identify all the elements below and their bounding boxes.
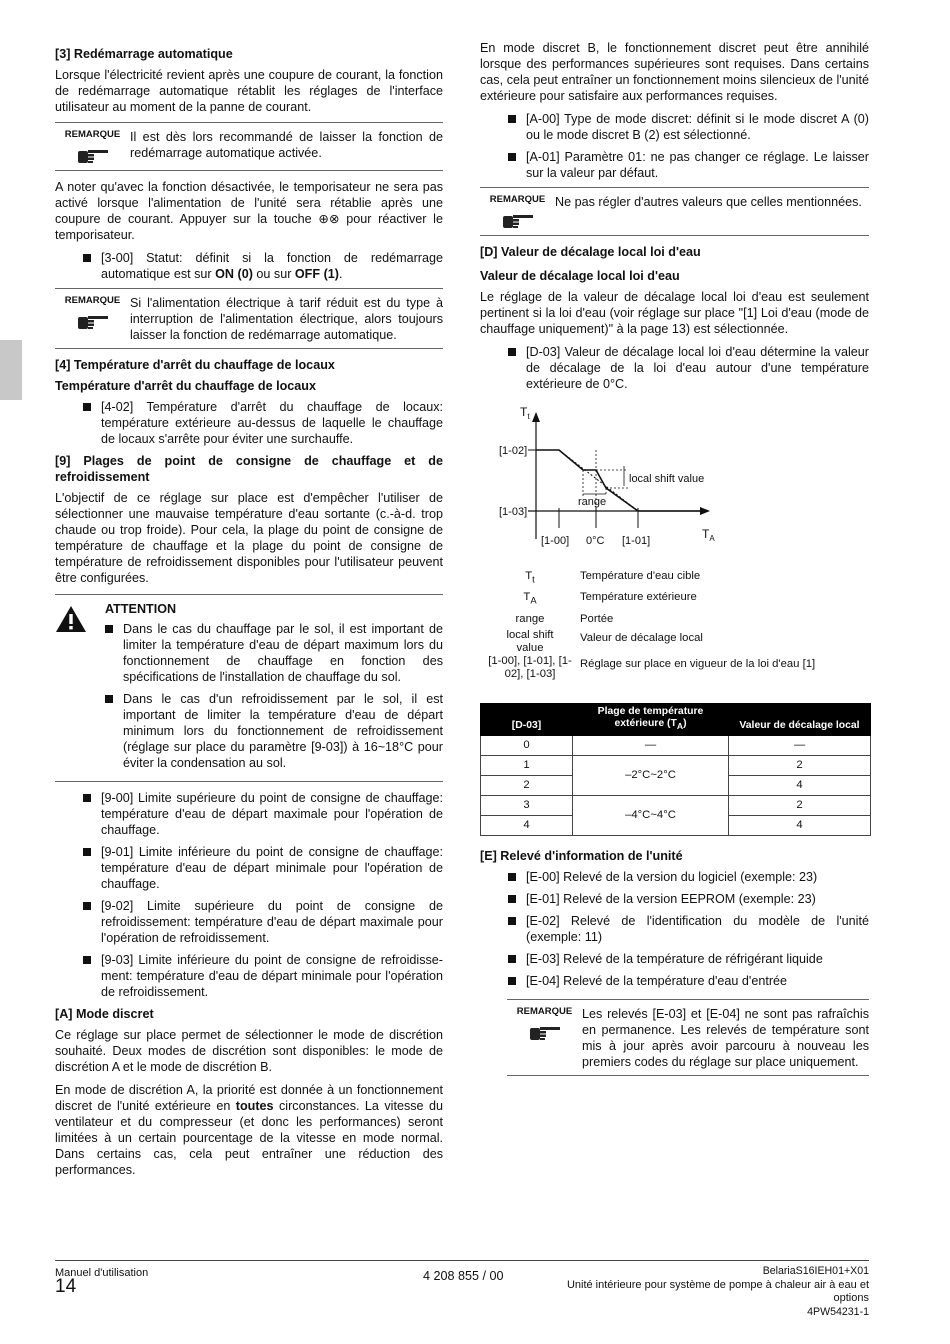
note-1 <box>55 122 443 171</box>
tick-label-0c: 0°C <box>586 535 605 547</box>
tick-label-1-01: [1-01] <box>622 535 651 547</box>
diagram-legend <box>480 567 815 681</box>
col-header-d03: [D-03] <box>481 703 573 735</box>
water-law-shift-diagram <box>480 398 869 563</box>
tick-label-1-02: [1-02] <box>499 445 528 457</box>
x-axis-label: $T_A$ <box>702 527 715 543</box>
footer-product-info: BelariaS16IEH01+X01 Unité intérieure pour système de pompe à chaleur air à eau et options 4PW54231-1 <box>566 1265 869 1318</box>
page-footer <box>55 1260 869 1318</box>
legend-row: $T_t$ Température d'eau cible <box>525 570 701 585</box>
bullet-e-03: [E-03] Relevé de la température de réfrigérant liquide <box>508 951 869 967</box>
note-text: Il est dès lors recommandé de laisser la fonction de redémarrage automatique activée. <box>130 130 443 160</box>
section-a-text-1: Ce réglage sur place permet de sélectionner le mode de discrétion souhaité. Deux modes de discrétion sont disponibles: le mode de discrétion A et le mode de discrétion B. <box>55 1028 443 1074</box>
table-header-row <box>481 703 871 735</box>
y-axis-arrow <box>532 412 540 422</box>
footer-doc-code: 4 208 855 / 00 <box>423 1269 504 1283</box>
section-9-text: L'objectif de ce réglage sur place est d'empêcher l'utiliser de sélectionner une mauvaise température d'eau sortante (c.-à-d. trop chaude ou trop froide). Pour cela, la plage du point de consigne de température de chauffage et la plage du point de consigne de température de refroidissement disponibles pour l'utilisateur peuvent être configurées. <box>55 491 443 585</box>
note-3 <box>480 187 869 236</box>
pointing-hand-icon <box>528 1022 562 1042</box>
warning-icon <box>55 605 87 633</box>
paragraph-timer: A noter qu'avec la fonction désactivée, le temporisateur ne sera pas activé lorsque l'alimentation de l'unité sera rétablie après une coupure de courant. Appuyer sur la touche ⊕⊗ pour réactiver le temporisateur. <box>55 180 443 242</box>
bullet-e-01: [E-01] Relevé de la version EEPROM (exemple: 23) <box>508 891 869 907</box>
attention-bullet: Dans le cas du chauffage par le sol, il est important de limiter la température d'eau de départ maximum lors du fonctionnement de chauffage en fonction des spécifications de l'installation de chauffage du sol. <box>105 621 443 685</box>
bullet-d-03: [D-03] Valeur de décalage local loi d'eau détermine la valeur de décalage de la loi d'eau autour d'une température extérieure de 0°C. <box>508 344 869 392</box>
legend-row: local shift value Valeur de décalage local <box>506 628 703 654</box>
range-label: range <box>578 496 607 508</box>
bullet-3-00: [3-00] Statut: définit si la fonction de redémarrage automatique est sur ON (0) ou sur OFF (1). <box>83 250 443 282</box>
table-row: 1 –2°C~2°C 2 <box>481 755 871 775</box>
note-2 <box>55 288 443 349</box>
bullet-a-01: [A-01] Paramètre 01: ne pas changer ce réglage. Le laisser sur la valeur par défaut. <box>508 149 869 181</box>
page-number: 14 <box>55 1276 77 1297</box>
section-3-heading: [3] Redémarrage automatique <box>55 47 233 61</box>
tick-label-1-03: [1-03] <box>499 506 528 518</box>
legend-row: [1-00], [1-01], [1-02], [1-03] Réglage sur place en vigueur de la loi d'eau [1] <box>488 654 816 680</box>
section-d-subheading: Valeur de décalage local loi d'eau <box>480 269 680 283</box>
col-header-shift: Valeur de décalage local <box>729 703 871 735</box>
section-4-subheading: Température d'arrêt du chauffage de locaux <box>55 379 317 393</box>
table-row: 2 4 <box>481 775 871 795</box>
attention-box <box>55 594 443 782</box>
y-axis-label: $T_t$ <box>520 405 530 421</box>
note-label: REMARQUE <box>64 129 121 140</box>
table-row: 3 –4°C~4°C 2 <box>481 795 871 815</box>
bullet-e-00: [E-00] Relevé de la version du logiciel (exemple: 23) <box>508 869 869 885</box>
section-9-heading: [9] Plages de point de consigne de chauffage et de refroidissement <box>55 454 443 484</box>
section-3-text: Lorsque l'électricité revient après une coupure de courant, la fonction de redémarrage automatique rétablit les réglages de l'interface utilisateur au moment de la panne de courant. <box>55 68 443 114</box>
section-4-heading: [4] Température d'arrêt du chauffage de locaux <box>55 358 335 372</box>
section-e-heading: [E] Relevé d'information de l'unité <box>480 848 683 863</box>
bullet-4-02: [4-02] Température d'arrêt du chauffage de locaux: température extérieure au-dessus de laquelle le chauffage de locaux s'arrête pour éviter une surchauffe. <box>83 399 443 447</box>
note-label: REMARQUE <box>489 194 546 205</box>
section-d-heading: [D] Valeur de décalage local loi d'eau <box>480 245 701 259</box>
tick-label-1-00: [1-00] <box>541 535 570 547</box>
bullet-e-04: [E-04] Relevé de la température d'eau d'entrée <box>508 973 869 989</box>
note-label: REMARQUE <box>516 1005 573 1017</box>
pointing-hand-icon <box>76 311 110 331</box>
d-03-table <box>480 703 871 836</box>
legend-row: $T_A$ Température extérieure <box>523 591 697 606</box>
note-4 <box>507 999 869 1076</box>
section-a-heading: [A] Mode discret <box>55 1007 154 1021</box>
table-row: 0 — — <box>481 735 871 755</box>
side-tab-marker <box>0 340 22 400</box>
table-row: 4 4 <box>481 815 871 835</box>
note-text: Les relevés [E-03] et [E-04] ne sont pas rafraîchis en permanence. Les relevés de température sont mis à jour après avoir parcouru à nouveau les premiers codes du réglage sur place uniquement. <box>582 1006 869 1069</box>
attention-bullet: Dans le cas d'un refroidissement par le sol, il est important de limiter la température d'eau de départ minimum lors du fonctionnement de refroidissement (réglage sur place du paramètre [9-03]) à 16~18°C pour éviter la condensation au sol. <box>105 691 443 771</box>
pointing-hand-icon <box>76 145 110 165</box>
legend-row: range Portée <box>515 612 614 625</box>
footer-manual-label: Manuel d'utilisation <box>55 1267 149 1279</box>
note-text: Ne pas régler d'autres valeurs que celles mentionnées. <box>555 195 862 209</box>
bullet-9-02: [9-02] Limite supérieure du point de consigne de refroidissement: température d'eau de départ maximale pour l'opération de refroidissement. <box>83 898 443 946</box>
right-column <box>480 40 869 1084</box>
paragraph-mode-b: En mode discret B, le fonctionnement discret peut être annihilé lorsque des performances supérieures sont requises. Dans certains cas, cela peut entraîner un fonctionnement moins silencieux de l'unité extérieure pour satisfaire aux performances requises. <box>480 41 869 103</box>
col-header-range: Plage de température extérieure $(T_A)$ <box>573 703 729 735</box>
bullet-9-00: [9-00] Limite supérieure du point de consigne de chauffage: température d'eau de départ maximale pour l'opération de chauffage. <box>83 790 443 838</box>
note-text: Si l'alimentation électrique à tarif réduit est du type à interruption de l'alimentation électrique, alors toujours laisser la fonction de redémarrage automatique. <box>130 296 443 342</box>
attention-title: ATTENTION <box>105 602 177 616</box>
bullet-a-00: [A-00] Type de mode discret: définit si le mode discret A (0) ou le mode discret B (2) est sélectionné. <box>508 111 869 143</box>
bullet-9-01: [9-01] Limite inférieure du point de consigne de chauffage: température d'eau de départ minimale pour l'opération de chauffage. <box>83 844 443 892</box>
bullet-e-02: [E-02] Relevé de l'identification du modèle de l'unité (exemple: 11) <box>508 913 869 945</box>
pointing-hand-icon <box>501 210 535 230</box>
bullet-9-03: [9-03] Limite inférieure du point de consigne de refroidisse-ment: température d'eau de départ minimale pour l'opération de refroidissement. <box>83 952 443 1000</box>
left-column <box>55 40 443 1185</box>
local-shift-label: local shift value <box>629 473 705 485</box>
note-label: REMARQUE <box>64 295 121 306</box>
section-d-text: Le réglage de la valeur de décalage local loi d'eau est seulement pertinent si la loi d'eau (voir réglage sur place "[1] Loi d'eau (mode de chauffage uniquement)" à la page 13) est sélectionnée. <box>480 290 869 336</box>
section-a-text-2: En mode de discrétion A, la priorité est donnée à un fonctionnement discret de l'unité extérieure en toutes circonstances. La vitesse du ventilateur et du compresseur (et donc les performances) seront limitées à un certain pourcentage de la vitesse en mode normal. Dans certains cas, cela peut entraîner une réduction des performances. <box>55 1083 443 1177</box>
